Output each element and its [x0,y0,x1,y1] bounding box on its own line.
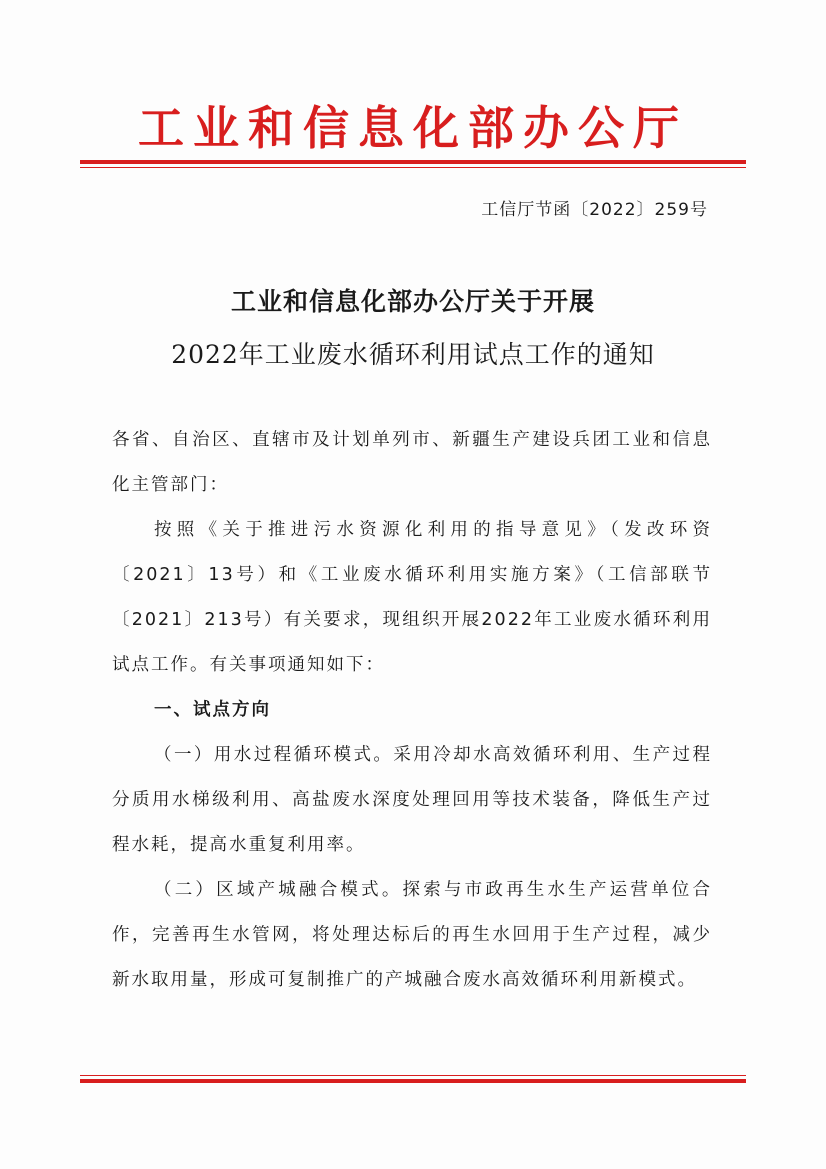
document-number: 工信厅节函〔2022〕259号 [481,200,708,220]
item-2-paragraph: （二）区域产城融合模式。探索与市政再生水生产运营单位合作，完善再生水管网，将处理达标后的再生水回用于生产过程，减少新水取用量，形成可复制推广的产城融合废水高效循环利用新模式。 [112,880,712,990]
section-heading: 一、试点方向 [154,700,271,720]
document-title-line1: 工业和信息化部办公厅关于开展 [230,287,595,316]
organization-header: 工业和信息化部办公厅 [138,101,688,155]
addressee: 各省、自治区、直辖市及计划单列市、新疆生产建设兵团工业和信息化主管部门： [112,430,712,495]
item-1-paragraph: （一）用水过程循环模式。采用冷却水高效循环利用、生产过程分质用水梯级利用、高盐废水深度处理回用等技术装备，降低生产过程水耗，提高水重复利用率。 [112,745,712,855]
document-title-line2: 2022年工业废水循环利用试点工作的通知 [171,340,655,369]
header-red-rule [80,160,746,168]
document-body [112,418,712,1003]
intro-paragraph: 按照《关于推进污水资源化利用的指导意见》（发改环资〔2021〕13号）和《工业废水循环利用实施方案》（工信部联节〔2021〕213号）有关要求，现组织开展2022年工业废水循环利用试点工作。有关事项通知如下： [112,520,712,675]
footer-red-rule [80,1075,746,1083]
